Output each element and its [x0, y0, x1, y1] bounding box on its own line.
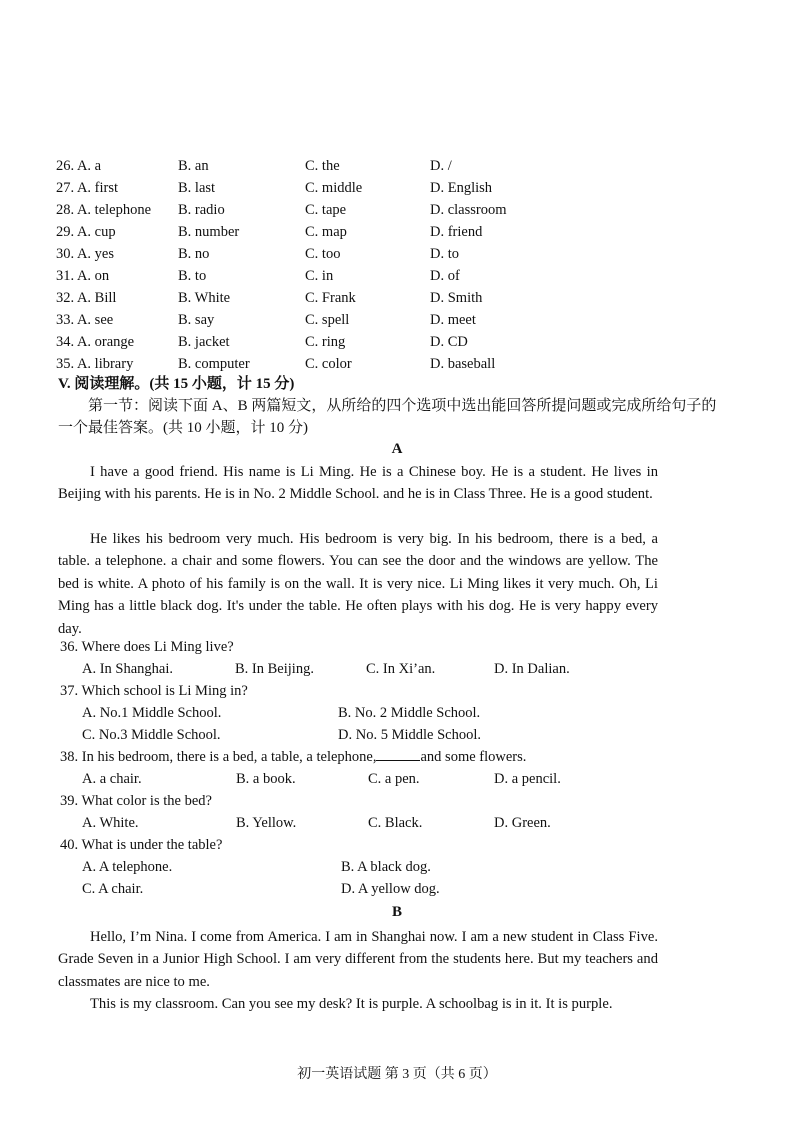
question-40-option-d: D. A yellow dog. — [341, 881, 440, 897]
choice-d: D. to — [430, 246, 459, 262]
question-36-option-b: B. In Beijing. — [235, 661, 314, 677]
choice-b: B. an — [178, 158, 209, 174]
choice-c: C. too — [305, 246, 341, 262]
choice-row-29 — [0, 221, 794, 243]
passage-a-title: A — [391, 441, 403, 457]
question-37-option-b: B. No. 2 Middle School. — [338, 705, 481, 721]
choice-d: D. CD — [430, 334, 468, 350]
page-footer: 初一英语试题 第 3 页（共 6 页） — [297, 1067, 497, 1082]
choice-row-28 — [0, 199, 794, 221]
question-40-stem: 40. What is under the table? — [60, 837, 223, 853]
question-38-stem-tail: and some flowers. — [420, 749, 527, 765]
question-38-option-d: D. a pencil. — [494, 771, 561, 787]
question-39-stem: 39. What color is the bed? — [60, 793, 212, 809]
choice-c: C. spell — [305, 312, 350, 328]
choice-d: D. Smith — [430, 290, 483, 306]
choice-b: B. say — [178, 312, 215, 328]
section-title: V. 阅读理解。(共 15 小题，计 15 分) — [58, 376, 295, 392]
choice-d: D. / — [430, 158, 452, 174]
choice-c: C. tape — [305, 202, 347, 218]
section-instruction: 第一节：阅读下面 A、B 两篇短文，从所给的四个选项中选出能回答所提问题或完成所给句子的一个最佳答案。(共 10 小题，计 10 分) — [58, 398, 717, 436]
question-38-blank — [376, 746, 420, 761]
question-38-stem-text: 38. In his bedroom, there is a bed, a table, a telephone, — [60, 749, 377, 765]
choice-c: C. the — [305, 158, 340, 174]
question-37-option-d: D. No. 5 Middle School. — [338, 727, 481, 743]
choice-a: 31. A. on — [56, 268, 110, 284]
choice-d: D. of — [430, 268, 460, 284]
question-39-option-d: D. Green. — [494, 815, 551, 831]
choice-c: C. ring — [305, 334, 346, 350]
question-36-option-a: A. In Shanghai. — [82, 661, 174, 677]
passage-a-paragraph-2: He likes his bedroom very much. His bedroom is very big. In his bedroom, there is a bed, a table. a telephone. a chair and some flowers. You can see the door and the windows are yellow. The bed is white. A photo of his family is on the wall. It is very nice. Li Ming likes it very much. Oh, Li Ming has a little black dog. It's under the table. He often plays with his dog. He is very happy every day. — [58, 531, 658, 637]
question-40-option-b: B. A black dog. — [341, 859, 431, 875]
choice-a: 28. A. telephone — [56, 202, 152, 218]
choice-row-27 — [0, 177, 794, 199]
choice-a: 30. A. yes — [56, 246, 114, 262]
question-37-stem: 37. Which school is Li Ming in? — [60, 683, 248, 699]
choice-b: B. jacket — [178, 334, 230, 350]
question-36-option-d: D. In Dalian. — [494, 661, 570, 677]
question-36-option-c: C. In Xi’an. — [366, 661, 436, 677]
choice-b: B. White — [178, 290, 231, 306]
choice-row-30 — [0, 243, 794, 265]
question-38-stem — [60, 746, 526, 768]
choice-row-31 — [0, 265, 794, 287]
question-40-option-c: C. A chair. — [82, 881, 144, 897]
question-38-option-c: C. a pen. — [368, 771, 420, 787]
question-38-option-b: B. a book. — [236, 771, 296, 787]
question-38-option-a: A. a chair. — [82, 771, 142, 787]
choice-a: 33. A. see — [56, 312, 114, 328]
passage-a-paragraph-1: I have a good friend. His name is Li Ming. He is a Chinese boy. He is a student. He lives in Beijing with his parents. He is in No. 2 Middle School. and he is in Class Three. He is a good student. — [58, 464, 658, 503]
choice-b: B. to — [178, 268, 207, 284]
passage-b-title: B — [391, 904, 402, 920]
passage-b-paragraph-2: This is my classroom. Can you see my desk? It is purple. A schoolbag is in it. It is purple. — [90, 996, 613, 1012]
choice-b: B. last — [178, 180, 216, 196]
question-40-option-a: A. A telephone. — [82, 859, 173, 875]
choice-row-34 — [0, 331, 794, 353]
choice-d: D. meet — [430, 312, 476, 328]
choice-c: C. middle — [305, 180, 363, 196]
choice-c: C. map — [305, 224, 347, 240]
choice-a: 29. A. cup — [56, 224, 116, 240]
choice-c: C. Frank — [305, 290, 356, 306]
choice-c: C. color — [305, 356, 352, 372]
choice-d: D. baseball — [430, 356, 496, 372]
choice-row-33 — [0, 309, 794, 331]
choice-b: B. radio — [178, 202, 225, 218]
choice-b: B. number — [178, 224, 240, 240]
question-39-option-b: B. Yellow. — [236, 815, 297, 831]
choice-d: D. friend — [430, 224, 483, 240]
choice-a: 32. A. Bill — [56, 290, 117, 306]
choice-row-32 — [0, 287, 794, 309]
question-37-option-a: A. No.1 Middle School. — [82, 705, 222, 721]
choice-row-26 — [0, 155, 794, 177]
choice-a: 34. A. orange — [56, 334, 135, 350]
choice-d: D. classroom — [430, 202, 507, 218]
question-37-option-c: C. No.3 Middle School. — [82, 727, 221, 743]
choice-a: 35. A. library — [56, 356, 134, 372]
question-36-stem: 36. Where does Li Ming live? — [60, 639, 234, 655]
question-39-option-a: A. White. — [82, 815, 139, 831]
choice-b: B. computer — [178, 356, 250, 372]
question-39-option-c: C. Black. — [368, 815, 423, 831]
choice-a: 26. A. a — [56, 158, 102, 174]
choice-d: D. English — [430, 180, 493, 196]
passage-b-paragraph-1: Hello, I’m Nina. I come from America. I am in Shanghai now. I am a new student in Class Five. Grade Seven in a Junior High School. I am very different from the students here. But my teachers and classmates are nice to me. — [58, 929, 658, 990]
choice-a: 27. A. first — [56, 180, 119, 196]
choice-b: B. no — [178, 246, 210, 262]
choice-c: C. in — [305, 268, 334, 284]
